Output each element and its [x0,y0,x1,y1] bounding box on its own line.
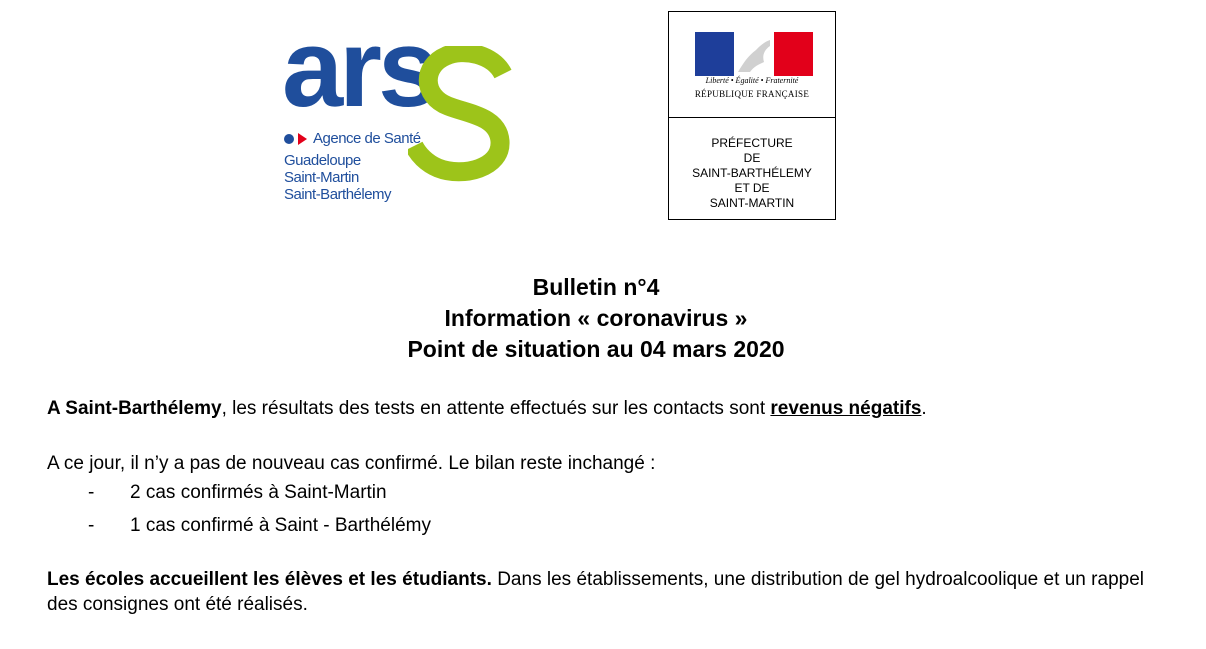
ars-region-saint-barthelemy: Saint-Barthélemy [284,186,392,203]
schools-rest: Dans les établissements, une distribution de gel hydroalcoolique et un rappel des consignes ont été réalisés. [47,569,1144,615]
paragraph-saint-barthelemy-tests [47,396,927,421]
red-arrow-icon [298,133,307,145]
prefecture-logo-box [668,11,836,220]
marianne-flag-icon [695,32,813,76]
ars-logo-letters: ars [282,7,436,130]
prefecture-name-line: PRÉFECTURE [711,136,793,150]
list-item-text: 2 cas confirmés à Saint-Martin [130,482,387,503]
republique-francaise-label: RÉPUBLIQUE FRANÇAISE [694,89,810,99]
ars-agency-name: Agence de Santé [313,130,421,147]
paragraph-schools [47,567,1144,617]
list-item-text: 1 cas confirmé à Saint - Barthélémy [130,515,431,536]
bulletin-number: Bulletin n°4 [532,274,660,300]
ars-region-saint-martin: Saint-Martin [284,169,359,186]
ars-logo [280,7,520,212]
prefecture-name-line: SAINT-MARTIN [709,196,795,210]
ars-region-guadeloupe: Guadeloupe [284,152,361,169]
ars-agency-line [284,130,421,147]
prefecture-name-line: SAINT-BARTHÉLEMY [692,166,812,180]
paragraph-middle: , les résultats des tests en attente effectués sur les contacts sont [221,398,771,419]
republique-francaise-logo [669,12,835,118]
blue-dot-icon [284,134,294,144]
prefecture-name-line: ET DE [734,181,770,195]
list-item [88,480,387,505]
bulletin-title-block [0,272,1192,365]
schools-lead-bold: Les écoles accueillent les élèves et les étudiants. [47,569,492,590]
list-dash: - [88,515,95,536]
list-dash: - [88,482,95,503]
ars-logo-s-icon [408,46,518,186]
list-item [88,513,431,538]
bulletin-subject: Information « coronavirus » [444,305,748,331]
prefecture-name-line: DE [743,151,761,165]
republic-motto: Liberté • Égalité • Fraternité [705,76,799,85]
paragraph-lead-bold: A Saint-Barthélemy [47,398,222,419]
negative-results-emphasis: revenus négatifs [770,398,922,419]
ars-region-list [284,152,391,203]
prefecture-name [669,136,835,211]
paragraph-end: . [921,398,927,419]
bulletin-date: Point de situation au 04 mars 2020 [407,336,785,362]
paragraph-status-summary: A ce jour, il n’y a pas de nouveau cas confirmé. Le bilan reste inchangé : [47,453,656,474]
